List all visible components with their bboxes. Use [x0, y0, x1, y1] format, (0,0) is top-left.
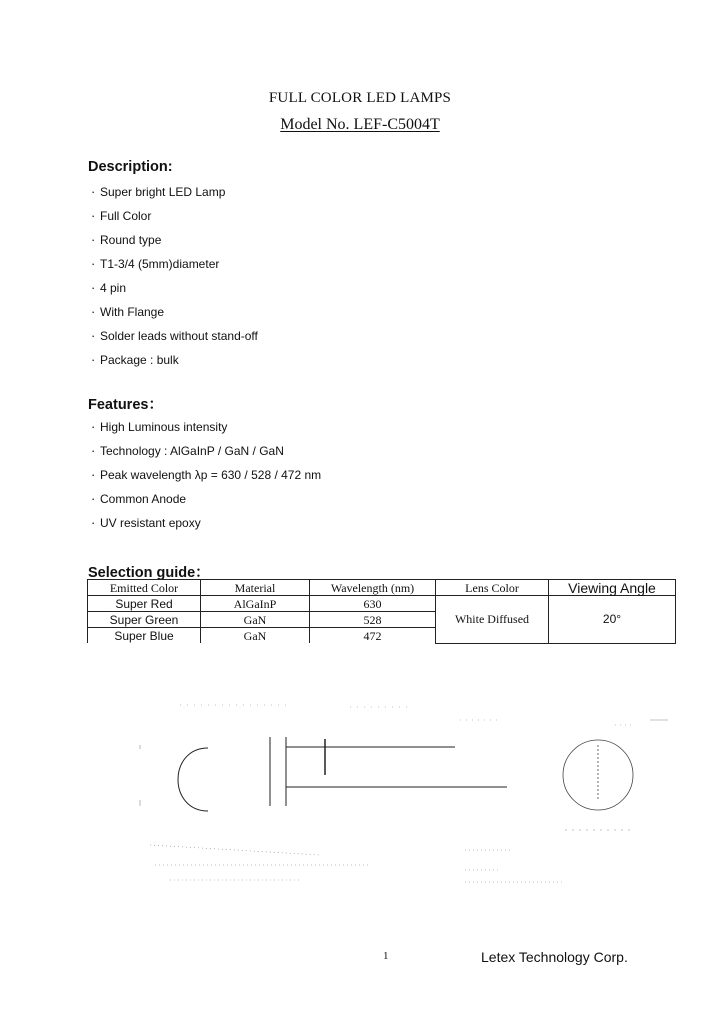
list-item: · T1-3/4 (5mm)diameter [90, 257, 258, 281]
selection-guide-table [87, 579, 676, 644]
features-heading: Features： [88, 397, 163, 413]
table-cell: AlGaInP [201, 596, 310, 612]
table-cell: White Diffused [436, 596, 549, 644]
table-cell: 528 [310, 612, 436, 628]
table-cell: GaN [201, 628, 310, 644]
list-item: · Package : bulk [90, 353, 258, 377]
list-item: · Full Color [90, 209, 258, 233]
selection-guide-heading: Selection guide： [88, 565, 210, 581]
description-list [90, 185, 258, 377]
led-top-view [563, 740, 633, 810]
led-side-view [178, 737, 507, 811]
dimension-marks [140, 705, 668, 882]
table-cell: Super Red [88, 596, 201, 612]
list-item: · With Flange [90, 305, 258, 329]
list-item: · Peak wavelength λp = 630 / 528 / 472 nm [90, 468, 321, 492]
list-item: · Super bright LED Lamp [90, 185, 258, 209]
description-heading: Description: [88, 159, 173, 175]
list-item: · Common Anode [90, 492, 321, 516]
list-item: · Round type [90, 233, 258, 257]
column-header: Emitted Color [88, 580, 201, 596]
column-header: Lens Color [436, 580, 549, 596]
table-cell: 472 [310, 628, 436, 644]
features-list [90, 420, 321, 540]
package-dimension-drawing [120, 685, 680, 895]
column-header: Wavelength (nm) [310, 580, 436, 596]
table-cell: 630 [310, 596, 436, 612]
company-name: Letex Technology Corp. [481, 949, 628, 965]
list-item: · High Luminous intensity [90, 420, 321, 444]
table-cell: Super Green [88, 612, 201, 628]
table-header-row [88, 580, 676, 596]
list-item: · Solder leads without stand-off [90, 329, 258, 353]
page-number: 1 [383, 950, 389, 962]
table-cell: Super Blue [88, 628, 201, 644]
table-cell: GaN [201, 612, 310, 628]
table-cell: 20° [549, 596, 676, 644]
column-header: Material [201, 580, 310, 596]
model-number [0, 116, 720, 134]
table-row [88, 596, 676, 612]
list-item: · 4 pin [90, 281, 258, 305]
list-item: · UV resistant epoxy [90, 516, 321, 540]
column-header: Viewing Angle [549, 580, 676, 596]
document-title: FULL COLOR LED LAMPS [268, 90, 452, 106]
model-number-text: Model No. LEF-C5004T [280, 116, 440, 133]
list-item: · Technology : AlGaInP / GaN / GaN [90, 444, 321, 468]
